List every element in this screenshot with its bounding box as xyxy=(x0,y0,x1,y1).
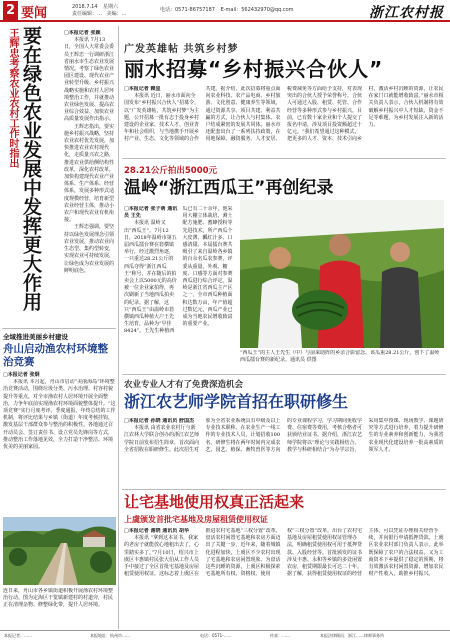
top-story-text: 本报讯 近日，丽水市面向全国发布“乡村振兴合伙人”招募令，以“广发英雄帖，共筑乡村梦”为主题，公开招募一批有志于投身乡村建设的企业家、技术人才、创业青年和社会组织，与当地携手开展乡村产业、生态、文化等领域的合作共建。据介绍，此次招募将重点面向农业科技、农产品电商、乡村旅游、文化创意、健康养生等领域，通过资源共享、项目共建、利益共赢的方式，让合伙人与村集体、农户结成紧密的发展共同体。丽水市还配套出台了一系列扶持政策，在用地保障、融资服务、人才安居、税费减免等方面给予支持，对表现突出的合伙人授予荣誉称号。合伙人可通过入股、租赁、托管、合作经营等多种形式参与乡村振兴。目前，已有数十家企业和个人提交了报名申请，涉及项目投资额超过十亿元。“我们希望通过这种模式，把更多的人才、资本、技术引向乡村，激活乡村沉睡的资源，让农民在家门口就能增收致富。”丽水市相关负责人表示，合伙人机制将有效破解乡村振兴中人才短缺、资金不足等难题，为乡村发展注入新的活力。 xyxy=(124,86,444,143)
middle-story-text: 本报讯 温岭又出“西瓜王”。7月12日，2018年温岭市第五届西瓜擂台赛在箬横镇举行，经过激烈角逐，一只重达28.21公斤的西瓜夺得“浙江西瓜王”称号，并在随后的拍卖会上以5000元的高价被一位企业家拍得，再次刷新了当地西瓜拍卖的纪录。据了解，这只“西瓜王”由温岭市箬横镇西瓜种植大户王先生培育，品种为“早佳8424”。王先生种植西瓜已有二十余年，他采用大棚立体栽培、测土配方施肥、蜜蜂授粉等先进技术，所产西瓜个大皮薄、瓤红汁多、口感清甜。本届擂台赛共吸引了来自温岭各乡镇的百余名瓜农参赛，评委从重量、外观、糖度、口感等方面对参赛西瓜进行综合评定。温岭是浙江省西瓜主产区之一，全市西瓜种植面积达数万亩，年产值超过数亿元，西瓜产业已成为当地农民增收致富的重要产业。 xyxy=(124,206,233,335)
header-meta-line2 xyxy=(72,10,127,17)
header-email: E-mail：562432970@qq.com xyxy=(220,7,294,13)
left-article-para-1: 本报讯 7月13日，全国人大常委会委员王辉忠一行调研浙江省丽水市生态农业发展情况。考察了绿色农业园区建设、现代农业产业转型升级、乡村振兴战略实施和农村人居环境整治工作，并就推动农业绿色发展、提高农业综合效益、加快农业高质量发展作出指示。 xyxy=(64,37,115,123)
middle-story-header xyxy=(124,164,444,199)
left-article-kicker: 王辉忠考察农业农村工作时指出 xyxy=(7,28,18,168)
top-story-body xyxy=(124,86,444,156)
bottom-story-text: 本报讯 “拿到这本证书，我家的老房子就能放心地租出去了，心里踏实多了。”7月10日，绍兴市上虞区丰惠镇村民张大伯从工作人员手中接过了全区首批宅基地及房屋租赁使用权证。这标志着上虞区在推进农村宅基地“三权分置”改革、盘活农村闲置宅基地和农房方面迈出了关键一步。近年来，随着城镇化进程加快，上虞区不少农村出现了宅基地和农房闲置现象。为盘活这些沉睡的资源，上虞区积极探索宅基地所有权、资格权、使用权“三权分置”改革，出台了农村宅基地及房屋租赁使用权证管理办法，明确租赁使用权可用于抵押贷款、入股经营等。首批颁发的证书涉及丰惠、永和等乡镇的多处闲置农房，租赁期限最长可达二十年。据了解，获得租赁使用权证的经营主体，可以凭证办理相关经营手续，并向银行申请抵押贷款。上虞区农业农村部门负责人表示，此举既保障了农户的合法权益，又为工商资本下乡提供了稳定的预期，将有效激活农村闲置资源，增加农民财产性收入，助推乡村振兴。 xyxy=(124,528,444,578)
left-article-para-2: 王辉忠指出，要实施乡村振兴战略，坚持农业农村优先发展，加快推进农业农村现代化，走质量兴农之路，推进农业供给侧结构性改革，深化农村改革，加快构建现代农业产业体系、生产体系、经营体系，发展多种形式适度规模经营，培育新型农业经营主体，推动小农户和现代农业有机衔接。 xyxy=(64,123,115,224)
column-divider xyxy=(118,26,119,629)
header-contact xyxy=(160,6,294,13)
left-article-body xyxy=(64,30,115,325)
story-divider-3 xyxy=(122,489,446,490)
top-story-headline: 丽水招募“乡村振兴合伙人” xyxy=(124,57,384,81)
middle-story-headline: 温岭“浙江西瓜王”再创纪录 xyxy=(124,178,334,198)
top-story-kicker: 广发英雄帖 共筑乡村梦 xyxy=(124,44,239,55)
lower-story-header xyxy=(124,378,444,412)
issue-weekday: 星期六 xyxy=(103,4,119,10)
left-bottom-kicker: 全域推进美丽乡村建设 xyxy=(3,333,68,341)
middle-story-kicker: 28.21公斤拍出5000元 xyxy=(124,166,218,176)
middle-story-byline: □本报记者 张子萌 通讯员 王先 xyxy=(124,206,178,220)
page-header xyxy=(0,0,450,22)
bottom-story-byline: □本报记者 谢晓 通讯员 胡华 xyxy=(124,528,189,534)
footer-legal: 本报法律顾问：浙江……律师事务所 xyxy=(320,633,384,638)
top-story-byline: □本报记者 赖星 xyxy=(124,86,161,92)
left-article-byline: □本报记者 张颖 xyxy=(64,30,101,36)
section-title: 要闻 xyxy=(21,6,48,21)
watermelon-photo-caption: “西瓜王”的主人王先生（中）与前来助阵的乡亲合影留念。该瓜重28.21公斤，创下了温岭西瓜擂台赛的新纪录。通讯员 供图 xyxy=(240,350,440,364)
middle-story-body xyxy=(124,206,236,371)
page-number: 2 xyxy=(3,1,18,20)
footer-address: 本报地址：杭州市…… xyxy=(90,633,130,638)
editor-credit: 责任编辑：… xyxy=(72,11,103,17)
lower-story-body xyxy=(124,418,444,486)
lower-story-headline: 浙江农艺师学院首招在职研修生 xyxy=(124,392,349,411)
bottom-story-body xyxy=(124,528,444,628)
story-divider-2 xyxy=(122,374,446,375)
page-footer xyxy=(0,630,450,640)
footer-reporter: 本报记者：…… xyxy=(4,633,32,638)
header-meta-line1 xyxy=(72,3,118,10)
footer-phone: 电话：0571-…… xyxy=(200,633,232,638)
bottom-story-header xyxy=(124,493,444,525)
left-divider xyxy=(2,328,116,329)
left-article-headline: 要在绿色农业发展中发挥更大作用 xyxy=(20,26,42,311)
left-bottom-body: 本报讯 本月起，舟山市启动“美丽海岛”环境整治竞赛活动，围绕垃圾分类、污水治理、村容村貌提升等重点，对全市渔农村人居环境开展全面整治，力争年底前实现渔农村环境面貌整体提升。“这项竞赛”实行月度考评、季度通报、年终总结的工作机制，将评比结果与乡镇（街道）年度考核挂钩，激发基层干部群众参与整治的积极性。各地通过召开动员会、签订责任书、设立党员先锋岗等方式，推动整治工作落地见效，全力打造干净整洁、环境优美的美丽家园。 xyxy=(3,379,116,451)
left-bottom-headline: 舟山启动渔农村环境整治竞赛 xyxy=(3,343,108,368)
issue-date: 2018.7.14 xyxy=(72,4,98,10)
left-article-para-3: 王辉忠强调，要坚持以绿色发展理念引领农业发展，推动农业向生态型、集约型转变，实现农业可持续发展，让绿色成为农业发展的鲜明底色。 xyxy=(64,224,115,274)
road-photo xyxy=(3,517,116,585)
lower-story-kicker: 农业专业人才有了免费深造机会 xyxy=(124,380,244,390)
bottom-story-headline: 让宅基地使用权真正活起来 xyxy=(124,493,305,511)
story-divider-1 xyxy=(122,158,446,159)
lower-story-text: 本报讯 由省农业农村厅与浙江农林大学联合创办的浙江农艺师学院日前发布招生简章，首次面向全省招收在职研修生。此次招生对象为全省农业系统具有中级及以上专业技术职称、在农业生产一线工作的专业技术人员，计划招收100名。研修生将在两年时间内完成农艺、园艺、植保、畜牧兽医等方向的专业课程学习，学习期间免收学费、住宿费等费用，考核合格者可获颁结业证书。据介绍，浙江农艺师学院将以“理论与实践相结合、教学与科研相结合”为办学宗旨，采用集中授课、现场教学、课题研究等方式进行培养，着力提升研修生的专业素养和创新能力，为我省农业现代化建设培养一批高素质的领军人才。 xyxy=(124,418,444,453)
newspaper-logo: 浙江农村报 xyxy=(369,5,444,21)
header-phone: 电话：0571-86757187 xyxy=(160,7,215,13)
footer-fax: 传真：…… xyxy=(270,633,290,638)
watermelon-photo xyxy=(240,200,444,348)
road-photo-caption: 连日来，舟山市各乡镇街道积极开展渔农村环境整治行动。图为定海区干览镇新建村的村道旁，村民正在清理杂物、修整绿化带，提升人居环境。 xyxy=(3,588,114,609)
design-credit: 美编：… xyxy=(106,11,127,17)
top-story-header xyxy=(124,40,444,81)
lower-story-byline: □本报记者 孙晓 通讯员 舒国杰 xyxy=(124,418,194,424)
left-bottom-byline: □本报记者 张炯 xyxy=(3,372,40,378)
bottom-story-subhead: 上虞颁发首批宅基地及房屋租赁使用权证 xyxy=(124,515,268,524)
